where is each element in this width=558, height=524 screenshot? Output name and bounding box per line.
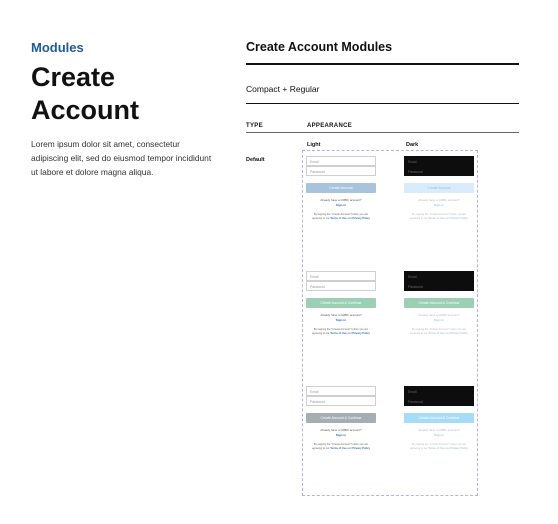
privacy-link[interactable]: Privacy Policy (450, 216, 468, 220)
signin-link[interactable]: Sign in (335, 433, 347, 437)
terms-link[interactable]: Terms of Use (428, 216, 445, 220)
email-field[interactable]: Email (404, 156, 474, 166)
create-account-button[interactable]: Create Account (404, 183, 474, 193)
legal-prefix: By tapping the "Create Account" button you are agreeing to our (410, 443, 467, 450)
legal-and: and (347, 331, 352, 335)
password-field[interactable]: Password (306, 281, 376, 291)
privacy-link[interactable]: Privacy Policy (450, 446, 468, 450)
password-field[interactable]: Password (404, 166, 474, 176)
password-field[interactable]: Password (404, 396, 474, 406)
email-field[interactable]: Email (404, 271, 474, 281)
module-2-dark (404, 271, 474, 335)
legal-text (306, 328, 376, 335)
module-2-light (306, 271, 376, 335)
legal-text (404, 328, 474, 335)
create-account-continue-button[interactable]: Create Account & Continue (306, 413, 376, 423)
privacy-link[interactable]: Privacy Policy (352, 331, 370, 335)
legal-and: and (347, 446, 352, 450)
legal-text (404, 213, 474, 220)
legal-and: and (347, 216, 352, 220)
signin-link[interactable]: Sign in (433, 203, 445, 207)
password-field[interactable]: Password (306, 166, 376, 176)
terms-link[interactable]: Terms of Use (428, 446, 445, 450)
legal-prefix: By tapping the "Create Account" button you are agreeing to our (312, 443, 369, 450)
create-account-continue-button[interactable]: Create Account & Continue (404, 413, 474, 423)
module-3-dark (404, 386, 474, 450)
signin-question: Already have a CMBC account? (320, 198, 362, 202)
intro-panel (31, 40, 221, 179)
intro-description: Lorem ipsum dolor sit amet, consectetur adipiscing elit, sed do eiusmod tempor incididunt ut labore et dolore magna aliqua. (31, 139, 212, 177)
page-title-line-1: Create (31, 62, 116, 92)
appearance-light-label: Light (307, 142, 321, 148)
password-field[interactable]: Password (404, 281, 474, 291)
signin-question: Already have a CMBC account? (418, 198, 460, 202)
signin-question: Already have a CMBC account? (320, 428, 362, 432)
email-field[interactable]: Email (306, 156, 376, 166)
legal-text (404, 443, 474, 450)
signin-question: Already have a CMBC account? (320, 313, 362, 317)
legal-text (306, 443, 376, 450)
create-account-continue-button[interactable]: Create Account & Continue (306, 298, 376, 308)
type-default-label: Default (246, 157, 265, 163)
appearance-dark-label: Dark (406, 142, 419, 148)
signin-link[interactable]: Sign in (433, 318, 445, 322)
section-eyebrow: Modules (31, 40, 84, 55)
column-header-divider (246, 132, 519, 133)
module-1-dark (404, 156, 474, 220)
page-title-line-2: Account (31, 95, 139, 125)
spec-subtitle: Compact + Regular (246, 84, 320, 94)
privacy-link[interactable]: Privacy Policy (352, 446, 370, 450)
signin-link[interactable]: Sign in (335, 203, 347, 207)
legal-and: and (445, 216, 450, 220)
signin-question: Already have a CMBC account? (418, 313, 460, 317)
legal-and: and (445, 331, 450, 335)
create-account-button[interactable]: Create Account (306, 183, 376, 193)
email-field[interactable]: Email (404, 386, 474, 396)
email-field[interactable]: Email (306, 271, 376, 281)
column-header-type: TYPE (246, 123, 263, 129)
create-account-continue-button[interactable]: Create Account & Continue (404, 298, 474, 308)
signin-link[interactable]: Sign in (433, 433, 445, 437)
terms-link[interactable]: Terms of Use (330, 331, 347, 335)
legal-text (306, 213, 376, 220)
password-field[interactable]: Password (306, 396, 376, 406)
legal-prefix: By tapping the "Create Account" button you are agreeing to our (312, 213, 369, 220)
spec-title: Create Account Modules (246, 40, 393, 54)
legal-and: and (445, 446, 450, 450)
privacy-link[interactable]: Privacy Policy (352, 216, 370, 220)
title-divider (246, 63, 519, 65)
signin-link[interactable]: Sign in (335, 318, 347, 322)
email-field[interactable]: Email (306, 386, 376, 396)
legal-prefix: By tapping the "Create Account" button you are agreeing to our (410, 213, 467, 220)
page-title (31, 61, 221, 127)
column-header-appearance: APPEARANCE (307, 123, 353, 129)
privacy-link[interactable]: Privacy Policy (450, 331, 468, 335)
module-1-light (306, 156, 376, 220)
legal-prefix: By tapping the "Create Account" button you are agreeing to our (312, 328, 369, 335)
legal-prefix: By tapping the "Create Account" button you are agreeing to our (410, 328, 467, 335)
module-3-light (306, 386, 376, 450)
terms-link[interactable]: Terms of Use (330, 216, 347, 220)
subtitle-divider (246, 103, 519, 104)
signin-question: Already have a CMBC account? (418, 428, 460, 432)
terms-link[interactable]: Terms of Use (428, 331, 445, 335)
terms-link[interactable]: Terms of Use (330, 446, 347, 450)
